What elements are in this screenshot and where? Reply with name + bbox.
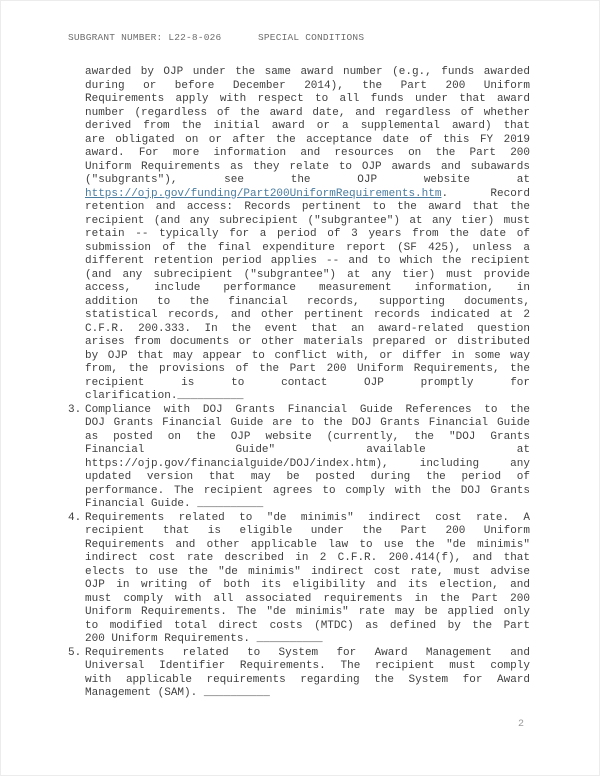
document-line: Uniform Requirements as they relate to OJP awards and subawards (85, 160, 530, 173)
document-line: different retention period applies -- and to which the recipient (85, 255, 530, 267)
document-line: recipient is to contact OJP promptly for (85, 376, 530, 389)
document-line: Requirements and other applicable law to use the "de minimis" (85, 538, 530, 551)
document-line: elects to use the "de minimis" indirect cost rate, must advise (85, 565, 530, 578)
item-number: 3. (68, 403, 82, 416)
document-line: are obligated on or after the acceptance date of this FY 2019 (85, 133, 530, 146)
page-number: 2 (518, 719, 525, 730)
item-lines (85, 512, 530, 647)
document-line: submission of the final expenditure report (SF 425), unless a (85, 241, 530, 254)
document-line: Requirements apply with respect to all funds under that award (85, 93, 530, 105)
document-line: Universal Identifier Requirements. The recipient must comply (85, 660, 530, 672)
document-line: Uniform Requirements. The "de minimis" rate may be applied only (85, 606, 530, 618)
document-line: access, include performance measurement information, in (85, 282, 530, 294)
part200-uniform-requirements-link[interactable]: https://ojp.gov/funding/Part200UniformRequirements.htm (85, 187, 442, 200)
document-line: during or before December 2014), the Part 200 Uniform (85, 79, 530, 92)
document-header (68, 32, 560, 43)
document-line: updated version that may be posted during the period of (85, 471, 530, 483)
document-line: retention and access: Records pertinent to the award that the (85, 201, 530, 213)
document-line: (and any subrecipient ("subgrantee") at any tier) must provide (85, 268, 530, 281)
item-number: 4. (68, 511, 82, 524)
document-line: recipient (and any subrecipient ("subgrantee") at any tier) must (85, 214, 530, 227)
document-line: statistical records, and other pertinent records indicated at 2 (85, 309, 530, 321)
item-number: 5. (68, 646, 82, 659)
document-line: by OJP that may appear to conflict with, or differ in some way (85, 349, 530, 362)
subgrant-number-label: SUBGRANT NUMBER: L22-8-026 (68, 32, 222, 43)
document-line: Financial Guide" available at (85, 444, 530, 456)
document-line: indirect cost rate described in 2 C.F.R. 200.414(f), and that (85, 552, 530, 564)
document-line: https://ojp.gov/financialguide/DOJ/index.htm), including any (85, 457, 530, 470)
condition-item (68, 404, 530, 512)
document-line: must comply with all associated requirements in the Part 200 (85, 592, 530, 605)
document-line: recipient that is eligible under the Part 200 Uniform (85, 525, 530, 537)
item-lines (85, 404, 530, 512)
document-line: C.F.R. 200.333. In the event that an award-related question (85, 322, 530, 335)
document-line: from, the provisions of the Part 200 Uniform Requirements, the (85, 363, 530, 375)
item-number (68, 66, 85, 404)
item-lines (85, 66, 530, 404)
document-line: clarification.__________ (85, 390, 244, 402)
document-line: OJP in writing of both its eligibility and its election, and (85, 579, 530, 591)
document-line: Requirements related to "de minimis" indirect cost rate. A (85, 511, 530, 524)
document-line: Financial Guide. __________ (85, 498, 264, 510)
document-body (68, 66, 530, 701)
document-line: 200 Uniform Requirements. __________ (85, 633, 323, 645)
document-line: to modified total direct costs (MTDC) as defined by the Part (85, 619, 530, 632)
document-line: addition to the financial records, supporting documents, (85, 295, 530, 308)
document-line: Requirements related to System for Award Management and (85, 646, 530, 659)
document-line: Compliance with DOJ Grants Financial Guide References to the (85, 403, 530, 416)
document-line: with applicable requirements regarding the System for Award (85, 673, 530, 686)
document-line: arises from documents or other materials prepared or distributed (85, 336, 530, 348)
line-text: . Record (441, 187, 530, 200)
document-line: as posted on the OJP website (currently, the "DOJ Grants (85, 430, 530, 443)
document-line: number (regardless of the award date, and regardless of whether (85, 106, 530, 119)
document-line: derived from the initial award or a supplemental award) that (85, 120, 530, 132)
document-line: ("subgrants"), see the OJP website at (85, 174, 530, 186)
document-line: awarded by OJP under the same award number (e.g., funds awarded (85, 66, 530, 78)
document-line: award. For more information and resources on the Part 200 (85, 147, 530, 159)
document-title: SPECIAL CONDITIONS (258, 32, 365, 43)
condition-item (68, 647, 530, 701)
document-line: DOJ Grants Financial Guide are to the DOJ Grants Financial Guide (85, 417, 530, 429)
document-line (85, 188, 530, 202)
item-lines (85, 647, 530, 701)
condition-item (68, 512, 530, 647)
condition-continuation (68, 66, 530, 404)
document-line: performance. The recipient agrees to comply with the DOJ Grants (85, 484, 530, 497)
document-line: Management (SAM). __________ (85, 687, 270, 699)
document-line: retain -- typically for a period of 3 years from the date of (85, 228, 530, 240)
